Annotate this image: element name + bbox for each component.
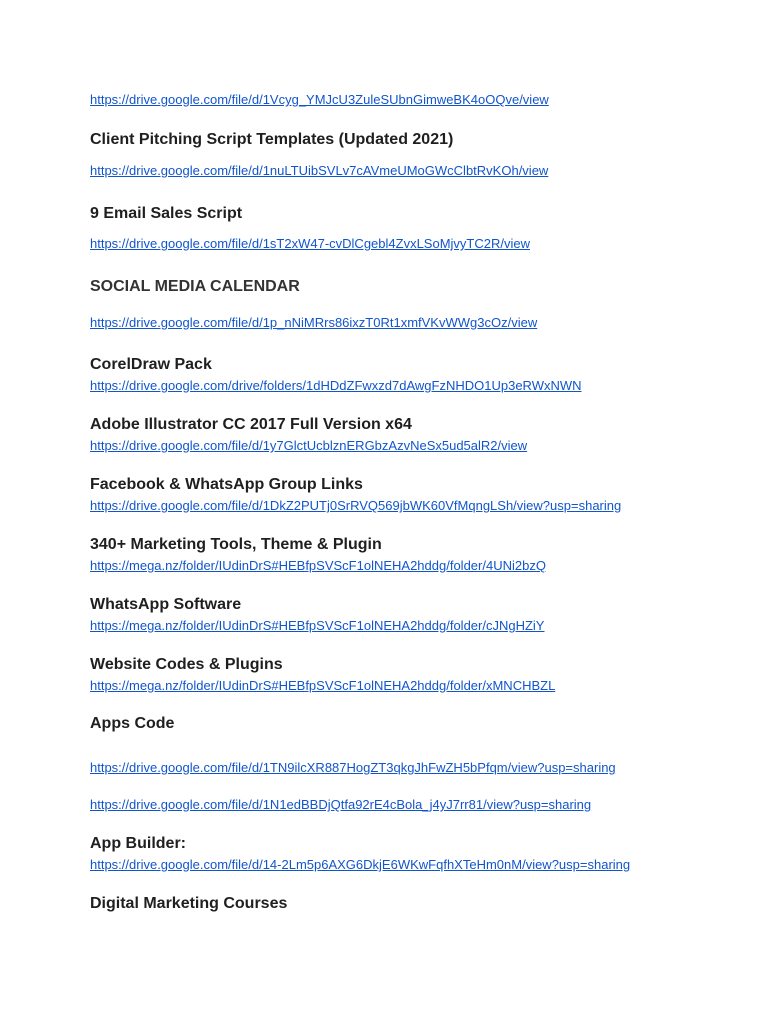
link-email-sales-script[interactable]: https://drive.google.com/file/d/1sT2xW47-cvDlCgebl4ZvxLSoMjvyTC2R/view xyxy=(90,236,530,251)
heading-marketing-tools: 340+ Marketing Tools, Theme & Plugin xyxy=(90,536,382,553)
link-coreldraw-pack[interactable]: https://drive.google.com/drive/folders/1dHDdZFwxzd7dAwgFzNHDO1Up3eRWxNWN xyxy=(90,378,582,393)
link-group-links[interactable]: https://drive.google.com/file/d/1DkZ2PUTj0SrRVQ569jbWK60VfMqngLSh/view?usp=sharing xyxy=(90,498,622,513)
heading-app-builder: App Builder: xyxy=(90,835,186,852)
heading-group-links: Facebook & WhatsApp Group Links xyxy=(90,476,363,493)
heading-client-pitching-script: Client Pitching Script Templates (Updated 2021) xyxy=(90,131,454,148)
link-app-builder[interactable]: https://drive.google.com/file/d/14-2Lm5p6AXG6DkjE6WKwFqfhXTeHm0nM/view?usp=sharing xyxy=(90,857,631,872)
link-apps-code-2[interactable]: https://drive.google.com/file/d/1N1edBBDjQtfa92rE4cBola_j4yJ7rr81/view?usp=sharing xyxy=(90,797,592,812)
heading-website-codes: Website Codes & Plugins xyxy=(90,656,283,673)
heading-whatsapp-software: WhatsApp Software xyxy=(90,596,242,613)
link-website-codes[interactable]: https://mega.nz/folder/IUdinDrS#HEBfpSVScF1olNEHA2hddg/folder/xMNCHBZL xyxy=(90,678,556,693)
link-marketing-tools[interactable]: https://mega.nz/folder/IUdinDrS#HEBfpSVScF1olNEHA2hddg/folder/4UNi2bzQ xyxy=(90,558,546,573)
heading-email-sales-script: 9 Email Sales Script xyxy=(90,205,243,222)
link-adobe-illustrator[interactable]: https://drive.google.com/file/d/1y7GlctUcblznERGbzAzvNeSx5ud5alR2/view xyxy=(90,438,528,453)
link-whatsapp-software[interactable]: https://mega.nz/folder/IUdinDrS#HEBfpSVScF1olNEHA2hddg/folder/cJNgHZiY xyxy=(90,618,545,633)
heading-adobe-illustrator: Adobe Illustrator CC 2017 Full Version x64 xyxy=(90,416,412,433)
link-social-media-calendar[interactable]: https://drive.google.com/file/d/1p_nNiMRrs86ixzT0Rt1xmfVKvWWg3cOz/view xyxy=(90,315,538,330)
heading-social-media-calendar: SOCIAL MEDIA CALENDAR xyxy=(90,278,300,295)
heading-digital-marketing-courses: Digital Marketing Courses xyxy=(90,895,288,912)
heading-apps-code: Apps Code xyxy=(90,715,175,732)
link-apps-code-1[interactable]: https://drive.google.com/file/d/1TN9ilcXR887HogZT3qkgJhFwZH5bPfqm/view?usp=sharing xyxy=(90,760,616,775)
link-client-pitching-script[interactable]: https://drive.google.com/file/d/1nuLTUibSVLv7cAVmeUMoGWcClbtRvKOh/view xyxy=(90,163,549,178)
link-client-pitching-preview[interactable]: https://drive.google.com/file/d/1Vcyg_YMJcU3ZuleSUbnGimweBK4oOQve/view xyxy=(90,92,549,107)
heading-coreldraw-pack: CorelDraw Pack xyxy=(90,356,212,373)
